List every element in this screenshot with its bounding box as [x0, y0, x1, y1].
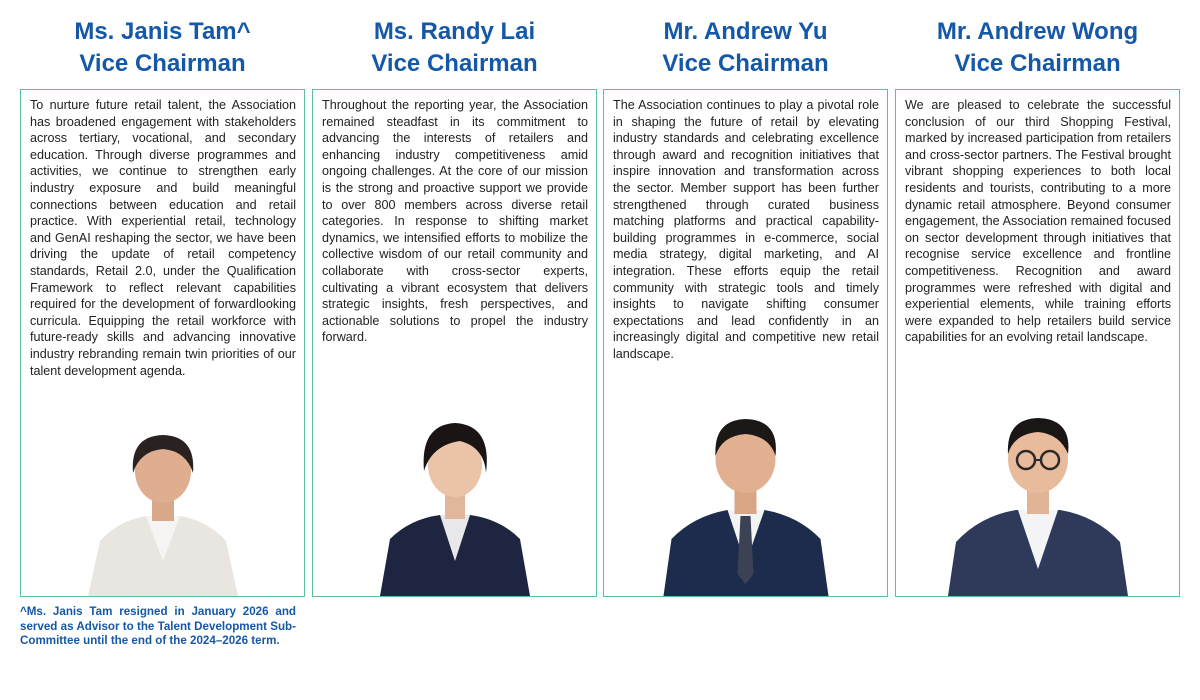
member-name: Ms. Randy Lai — [373, 18, 536, 45]
member-name: Mr. Andrew Yu — [663, 18, 828, 45]
member-card — [312, 89, 597, 597]
member-title: Vice Chairman — [371, 50, 538, 77]
portrait-photo — [88, 421, 238, 596]
member-card — [895, 89, 1180, 597]
member-message: The Association continues to play a pivotal role in shaping the future of retail by elevating industry standards and celebrating excellence through award and recognition initiatives that inspire innovation and transformation across the sector. Member support has been further strengthened through curated business matching platforms and practical capability-building programmes in e-commerce, social media strategy, digital marketing, and AI integration. These efforts equip the retail community with strategic tools and timely insights to navigate shifting consumer expectations and lead confidently in an increasingly digital and competitive new retail landscape. — [613, 98, 879, 361]
member-title: Vice Chairman — [954, 50, 1121, 77]
member-message: We are pleased to celebrate the successful conclusion of our third Shopping Festival, marked by increased participation from retailers and cross-sector partners. The Festival brought vibrant shopping experiences to both local residents and tourists, contributing to a more dynamic retail atmosphere. Beyond consumer engagement, the Association remained focused on sector development through initiatives that recognise service excellence and frontline competitiveness. Recognition and award programmes were refreshed with digital and experiential elements, while training efforts were expanded to help retailers build service capabilities for an evolving retail landscape. — [905, 98, 1171, 345]
member-card — [20, 89, 305, 597]
member-message: Throughout the reporting year, the Association remained steadfast in its commitment to advancing the interests of retailers and enhancing industry competitiveness amid ongoing challenges. At the core of our mission is the strong and proactive support we provide to over 800 members across diverse retail categories. In response to shifting market dynamics, we intensified efforts to mobilize the collective wisdom of our retail community and collaborate with cross-sector experts, cultivating a vibrant ecosystem that delivers strategic insights, fresh perspectives, and actionable solutions to propel the industry forward. — [322, 98, 588, 345]
member-message: To nurture future retail talent, the Association has broadened engagement with stakeholders across tertiary, vocational, and secondary education. Through diverse programmes and activities, we continue to strengthen early industry exposure and build meaningful connections between education and retail practice. With experiential retail, technology and GenAI reshaping the sector, we have been driving the update of retail competency standards, Retail 2.0, under the Qualification Framework to reflect relevant capabilities required for the development of forwardlooking curricula. Equipping the retail workforce with future-ready skills and advancing innovative industry rebranding remain twin priorities of our talent development agenda. — [30, 98, 296, 378]
member-title: Vice Chairman — [79, 50, 246, 77]
portrait-photo — [663, 404, 828, 596]
member-card — [603, 89, 888, 597]
member-name: Mr. Andrew Wong — [936, 18, 1139, 45]
portrait-photo — [380, 411, 530, 596]
member-name: Ms. Janis Tam^ — [74, 18, 251, 45]
portrait-photo — [948, 404, 1128, 596]
member-title: Vice Chairman — [662, 50, 829, 77]
resignation-footnote: ^Ms. Janis Tam resigned in January 2026 and served as Advisor to the Talent Development Sub-Committee until the end of the 2024–2026 term. — [20, 605, 296, 647]
